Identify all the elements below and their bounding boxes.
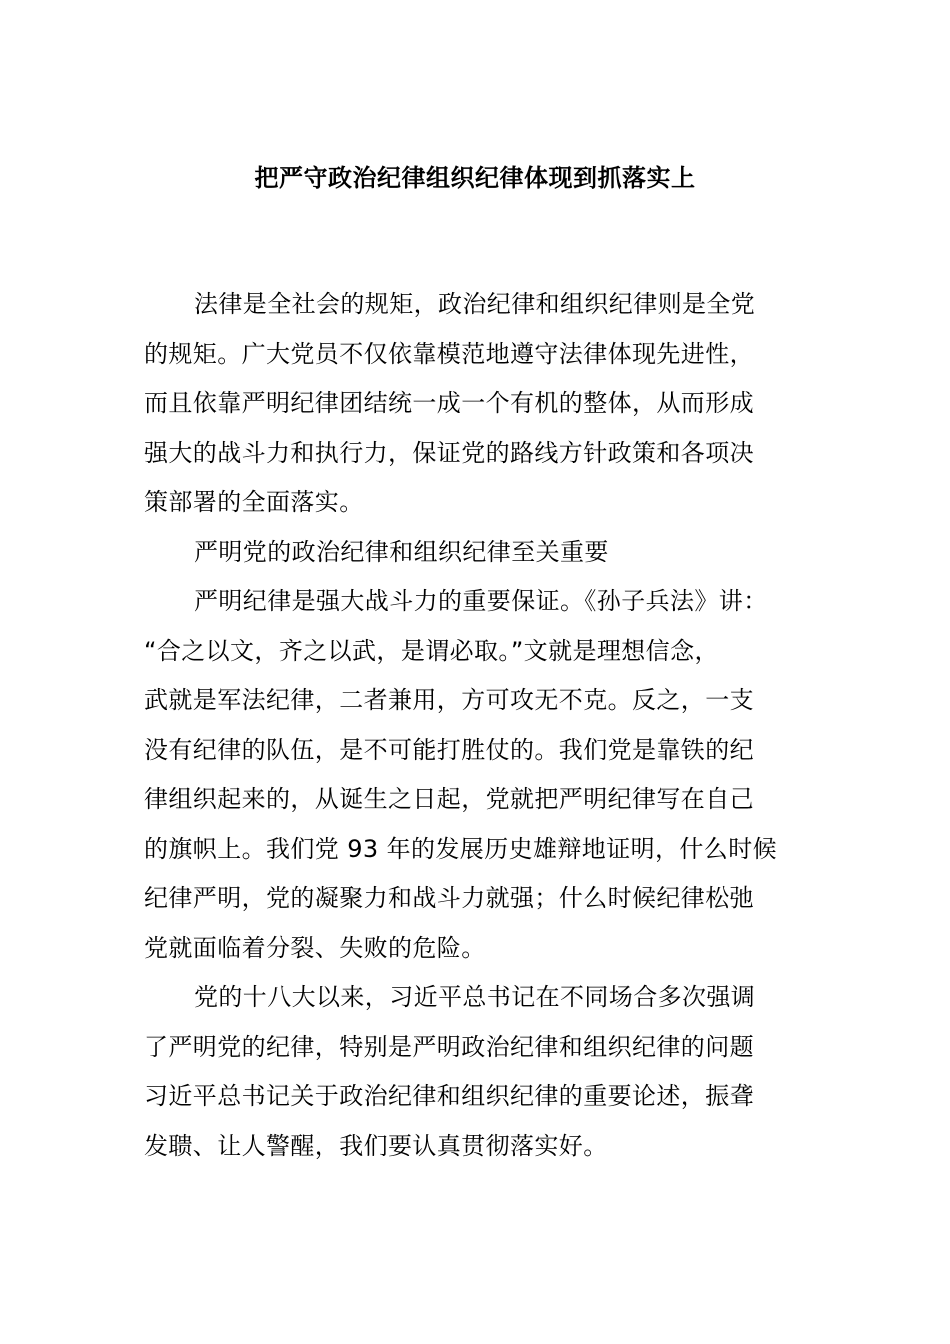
section-heading: 严明党的政治纪律和组织纪律至关重要 [194,537,609,566]
document-body [144,280,834,1171]
text-line: 的规矩。广大党员不仅依靠模范地遵守法律体现先进性， [144,339,754,368]
text-line: 策部署的全面落实。 [144,488,364,516]
text-line: 没有纪律的队伍，是不可能打胜仗的。我们党是靠铁的纪 [144,735,754,764]
text-line: 强大的战斗力和执行力，保证党的路线方针政策和各项决 [144,438,754,467]
text-line: 党的十八大以来，习近平总书记在不同场合多次强调 [194,983,756,1011]
text-line: 严明纪律是强大战斗力的重要保证。《孙子兵法》讲： [194,587,768,615]
text-line: 而且依靠严明纪律团结统一成一个有机的整体，从而形成 [144,389,754,417]
text-line: 党就面临着分裂、失败的危险。 [144,933,486,962]
text-line: 了严明党的纪律，特别是严明政治纪律和组织纪律的问题 [144,1032,754,1061]
text-line: 发聩、让人警醒，我们要认真贯彻落实好。 [144,1131,608,1160]
document-title: 把严守政治纪律组织纪律体现到抓落实上 [254,164,696,192]
text-line: 的旗帜上。我们党 93 年的发展历史雄辩地证明，什么时候 [144,834,777,863]
text-line: 法律是全社会的规矩，政治纪律和组织纪律则是全党 [194,290,756,318]
text-line: 律组织起来的，从诞生之日起，党就把严明纪律写在自己 [144,785,754,813]
text-line: 武就是军法纪律，二者兼用，方可攻无不克。反之，一支 [144,686,754,714]
text-line: “合之以文，齐之以武，是谓必取。”文就是理想信念， [144,636,719,665]
text-line: 习近平总书记关于政治纪律和组织纪律的重要论述，振聋 [144,1082,754,1110]
text-line: 纪律严明，党的凝聚力和战斗力就强；什么时候纪律松弛 [144,884,754,912]
